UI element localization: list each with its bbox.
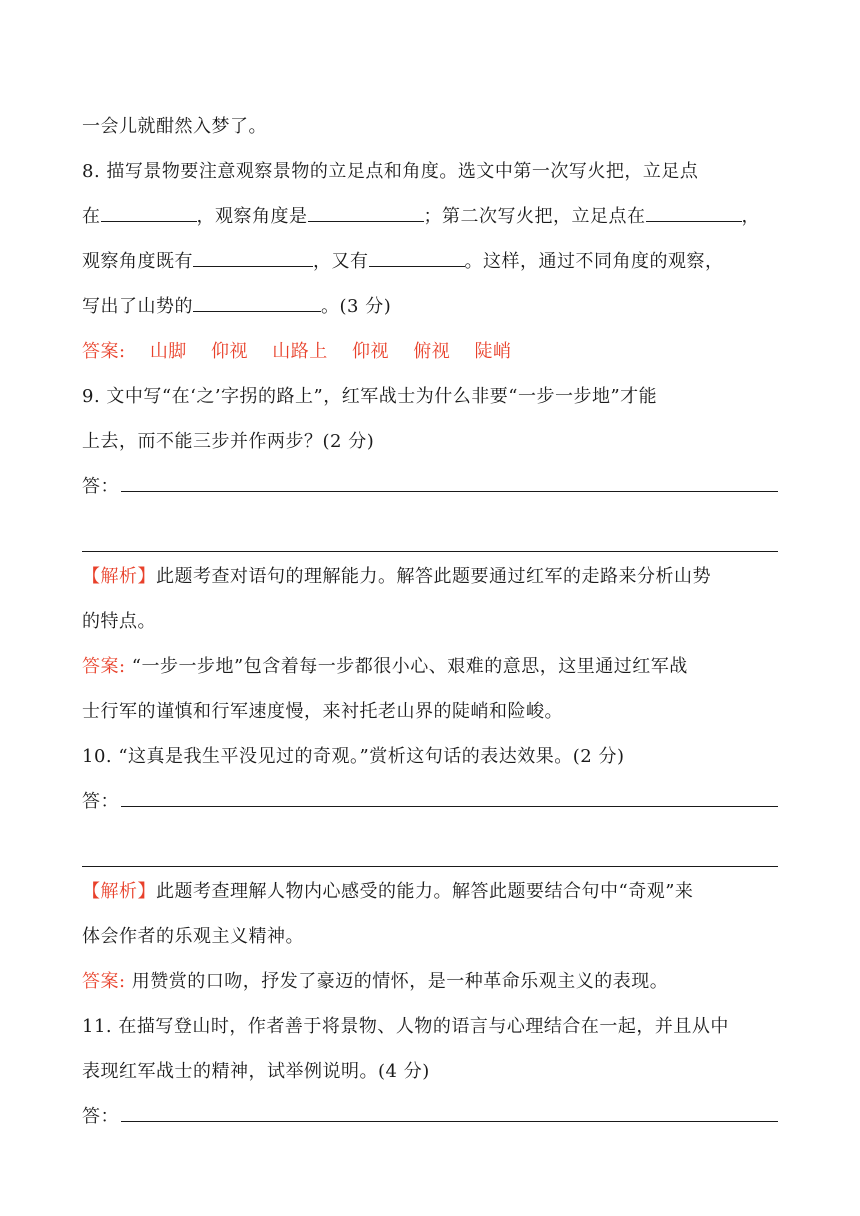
analysis-label: 【解析】 (82, 566, 156, 587)
answer-input-line[interactable] (121, 786, 778, 807)
answer-line (82, 779, 778, 824)
question-9-line-2: 上去，而不能三步并作两步？(2 分) (82, 431, 375, 452)
question-8-line-3 (82, 239, 778, 284)
text-fragment: ，又有 (313, 251, 369, 272)
document-page (82, 104, 778, 1139)
question-8-line-1: 8. 描写景物要注意观察景物的立足点和角度。选文中第一次写火把，立足点 (82, 161, 699, 182)
question-9-answer-line-2: 士行军的谨慎和行军速度慢，来衬托老山界的陡峭和险峻。 (82, 701, 563, 722)
answer-blank[interactable] (646, 207, 742, 222)
question-9-analysis-line-2: 的特点。 (82, 611, 156, 632)
analysis-text: 此题考查理解人物内心感受的能力。解答此题要结合句中“奇观”来 (156, 881, 694, 902)
question-10-analysis-line-2: 体会作者的乐观主义精神。 (82, 926, 304, 947)
answer-prefix: 答： (82, 1106, 119, 1127)
analysis-label: 【解析】 (82, 881, 156, 902)
answer-input-line[interactable] (121, 1101, 778, 1122)
answer-item: 仰视 (211, 341, 249, 362)
answer-item: 山路上 (272, 341, 328, 362)
answer-label: 答案: (82, 971, 126, 992)
text-fragment: 观察角度既有 (82, 251, 193, 272)
question-9-analysis-line-1 (82, 554, 778, 599)
answer-blank[interactable] (308, 207, 424, 222)
answer-text: 用赞赏的口吻，抒发了豪迈的情怀，是一种革命乐观主义的表现。 (125, 971, 669, 992)
answer-line (82, 1094, 778, 1139)
question-8-answer (82, 329, 778, 374)
answer-text: “一步一步地”包含着每一步都很小心、艰难的意思，这里通过红军战 (125, 656, 688, 677)
text-fragment: ；第二次写火把，立足点在 (423, 206, 646, 227)
answer-item: 俯视 (413, 341, 451, 362)
analysis-text: 此题考查对语句的理解能力。解答此题要通过红军的走路来分析山势 (156, 566, 711, 587)
answer-blank[interactable] (193, 297, 321, 312)
question-11-line-2: 表现红军战士的精神，试举例说明。(4 分) (82, 1061, 430, 1082)
answer-blank[interactable] (369, 252, 465, 267)
question-8-line-4 (82, 284, 778, 329)
answer-item: 仰视 (352, 341, 390, 362)
text-fragment: 。(3 分) (321, 296, 392, 317)
text-line: 一会儿就酣然入梦了。 (82, 116, 267, 137)
answer-item: 陡峭 (474, 341, 512, 362)
text-fragment: ，观察角度是 (196, 206, 308, 227)
text-fragment: 。这样，通过不同角度的观察， (464, 251, 724, 272)
answer-input-line[interactable] (82, 824, 778, 869)
question-8-line-2 (82, 194, 778, 239)
question-10-line: 10. “这真是我生平没见过的奇观。”赏析这句话的表达效果。(2 分) (82, 746, 625, 767)
answer-item: 山脚 (149, 341, 187, 362)
answer-label: 答案: (82, 656, 126, 677)
answer-blank[interactable] (101, 207, 197, 222)
answer-prefix: 答： (82, 476, 119, 497)
text-fragment: 写出了山势的 (82, 296, 193, 317)
question-9-line-1: 9. 文中写“在‘之’字拐的路上”，红军战士为什么非要“一步一步地”才能 (82, 386, 658, 407)
question-9-answer-line-1 (82, 644, 778, 689)
text-fragment: ， (741, 206, 760, 227)
answer-blank[interactable] (193, 252, 313, 267)
question-10-answer (82, 959, 778, 1004)
answer-line (82, 464, 778, 509)
answer-input-line[interactable] (82, 509, 778, 554)
question-11-line-1: 11. 在描写登山时，作者善于将景物、人物的语言与心理结合在一起，并且从中 (82, 1016, 729, 1037)
question-10-analysis-line-1 (82, 869, 778, 914)
answer-prefix: 答： (82, 791, 119, 812)
text-fragment: 在 (82, 206, 101, 227)
answer-label: 答案: (82, 341, 126, 362)
answer-input-line[interactable] (121, 471, 778, 492)
